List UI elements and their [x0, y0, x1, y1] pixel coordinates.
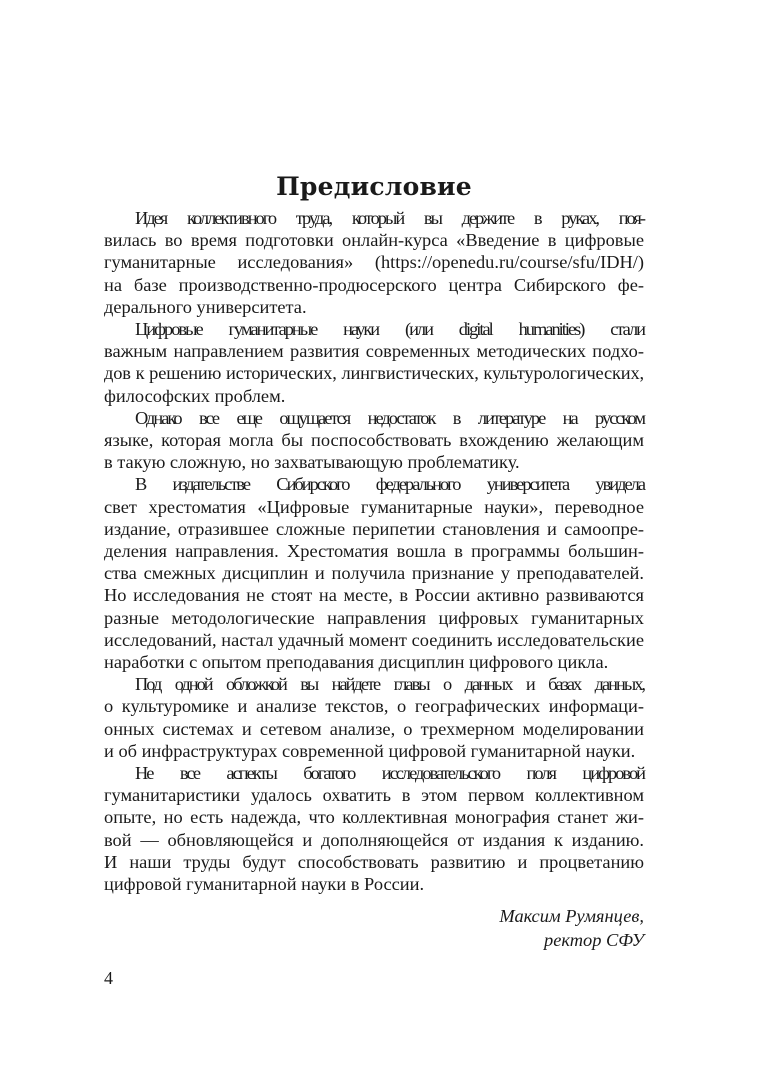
text-line: Цифровые гуманитарные науки (или digital humanities) стали [135, 319, 644, 340]
text-line: дерального университета. [104, 296, 307, 317]
text-line: гуманитарные исследования» (https://openedu.ru/course/sfu/IDH/) [104, 252, 644, 273]
text-line: гуманитаристики удалось охватить в этом первом коллективном [104, 785, 644, 806]
text-line: цифровой гуманитарной науки в России. [104, 874, 425, 895]
text-line: вилась во время подготовки онлайн-курса «Введение в цифровые [104, 230, 644, 251]
text-line: Под одной обложкой вы найдете главы о данных и базах данных, [135, 674, 644, 695]
text-line: наработки с опытом преподавания дисциплин цифрового цикла. [104, 652, 609, 673]
paragraph-4 [104, 473, 644, 673]
text-line: исследований, настал удачный момент соединить исследовательские [104, 629, 644, 650]
text-line: Однако все еще ощущается недостаток в литературе на русском [135, 407, 644, 428]
page-title: Предисловие [276, 172, 472, 201]
paragraph-1 [104, 207, 644, 318]
page-number: 4 [104, 968, 113, 988]
text-line: и об инфраструктурах современной цифровой гуманитарной науки. [104, 740, 636, 761]
text-line: онных системах и сетевом анализе, о трехмерном моделировании [104, 718, 644, 739]
text-line: дов к решению исторических, лингвистических, культурологических, [104, 363, 644, 384]
text-line: на базе производственно-продюсерского центра Сибирского фе- [104, 274, 644, 295]
paragraph-3 [104, 407, 644, 474]
text-line: ства смежных дисциплин и получила признание у преподавателей. [104, 563, 644, 584]
text-line: Идея коллективного труда, который вы держите в руках, поя- [135, 208, 644, 228]
text-line: о культуромике и анализе текстов, о географических информаци- [104, 696, 644, 717]
text-line: философских проблем. [104, 385, 286, 406]
text-line: Но исследования не стоят на месте, в России активно развиваются [104, 585, 644, 606]
signature-position: ректор СФУ [544, 930, 644, 950]
signature-name: Максим Румянцев, [499, 906, 644, 926]
text-line: важным направлением развития современных методических подхо- [104, 341, 644, 362]
signature [499, 904, 644, 952]
text-line: вой — обновляющейся и дополняющейся от издания к изданию. [104, 829, 644, 850]
paragraph-2 [104, 318, 644, 407]
text-line: в такую сложную, но захватывающую проблематику. [104, 452, 520, 473]
text-line: разные методологические направления цифровых гуманитарных [104, 607, 644, 628]
text-line: свет хрестоматия «Цифровые гуманитарные науки», переводное [104, 496, 644, 517]
text-line: языке, которая могла бы поспособствовать вхождению желающим [104, 430, 644, 451]
paragraph-6 [104, 762, 644, 895]
text-line: Не все аспекты богатого исследовательского поля цифровой [135, 763, 644, 784]
text-line: И наши труды будут способствовать развитию и процветанию [104, 851, 644, 872]
text-line: издание, отразившее сложные перипетии становления и самоопре- [104, 518, 644, 539]
preface-page [104, 172, 644, 950]
text-line: В издательстве Сибирского федерального университета увидела [135, 474, 644, 495]
text-line: деления направления. Хрестоматия вошла в программы большин- [104, 541, 644, 562]
paragraph-5 [104, 673, 644, 762]
text-line: опыте, но есть надежда, что коллективная монография станет жи- [104, 807, 644, 828]
preface-body [104, 207, 644, 895]
